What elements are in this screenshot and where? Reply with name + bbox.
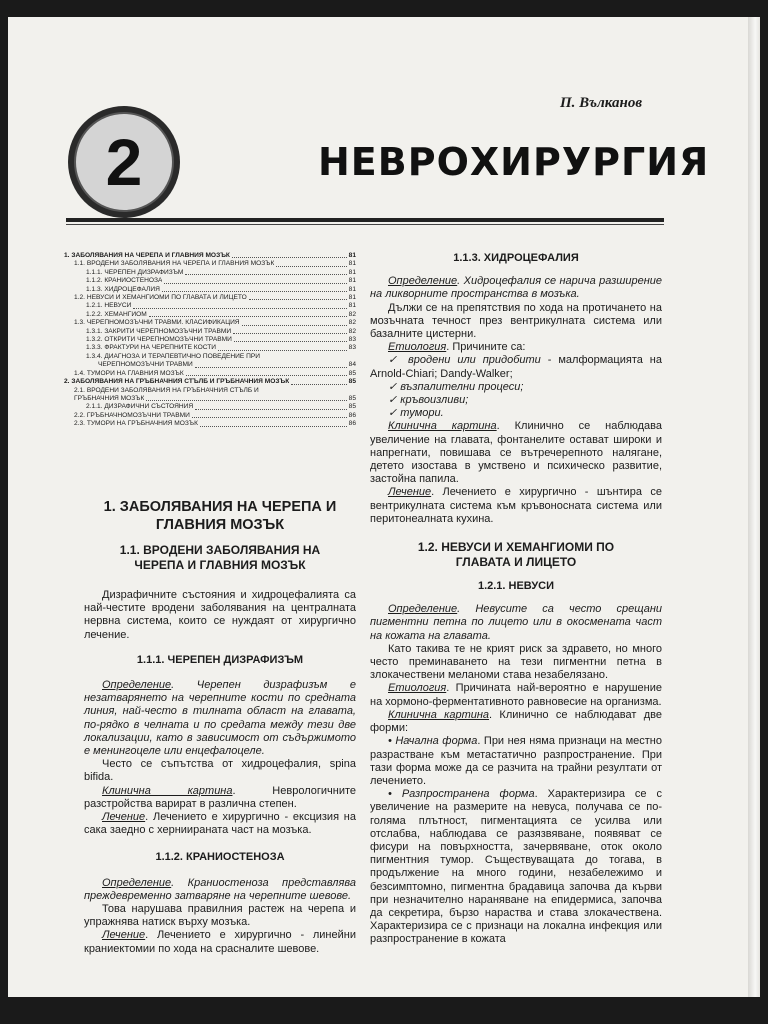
form-label: • Начална форма bbox=[388, 735, 478, 748]
toc-leader-dots bbox=[133, 302, 346, 308]
toc-leader-dots bbox=[233, 328, 347, 334]
toc-entry-title: 1.3.3. ФРАКТУРИ НА ЧЕРЕПНИТЕ КОСТИ bbox=[86, 344, 217, 352]
toc-leader-dots bbox=[195, 403, 346, 409]
paragraph-treat-2 bbox=[84, 929, 356, 955]
section-heading-1-1: 1.1. ВРОДЕНИ ЗАБОЛЯВАНИЯ НА ЧЕРЕПА И ГЛАВНИЯ МОЗЪК bbox=[119, 543, 321, 572]
toc-entry-title: 1.1.3. ХИДРОЦЕФАЛИЯ bbox=[86, 285, 160, 293]
etio-label: Етиология bbox=[388, 341, 447, 354]
list-item: ✓ възпалителни процеси; bbox=[388, 380, 524, 393]
toc-entry-title: 2. ЗАБОЛЯВАНИЯ НА ГРЪБНАЧНИЯ СТЪЛБ И ГРЪБНАЧНИЯ МОЗЪК bbox=[64, 378, 290, 386]
paragraph-clin-4 bbox=[370, 709, 662, 735]
treat-label: Лечение bbox=[388, 486, 432, 499]
treat-text: . Лечението е хирургично - шънтира се вентрикулната система към кръвоносната система или перитонеалната кухина. bbox=[370, 486, 662, 525]
toc-entry-title: 2.1.1. ДИЗРАФИЧНИ СЪСТОЯНИЯ bbox=[86, 403, 194, 411]
toc-leader-dots bbox=[164, 277, 346, 283]
toc-entry-title: 1.1.1. ЧЕРЕПЕН ДИЗРАФИЗЪМ bbox=[86, 268, 184, 276]
toc-entry bbox=[64, 387, 356, 395]
toc-entry-title: ГРЪБНАЧНИЯ МОЗЪК bbox=[74, 394, 145, 402]
toc-entry-page: 81 bbox=[348, 285, 356, 293]
clin-text: . Неврологичните разстройства варират в различна степен. bbox=[84, 784, 356, 810]
toc-leader-dots bbox=[249, 294, 347, 300]
form-text: . Характеризира се с увеличение на размерите на невуса, получава се по-голяма плътност, пигментацията се усилва или отслабва, наблюдава се разязвяване, появяват се фисури на повърхността, зачервяване, оток около пигментния тумор. Съществуващата до тогава, в продължение на много години, незабележимо и безсимптомно, пигментна брадавица започва да кърви при незначително нараняване на епидермиса, започва да секретира, бързо нараства и става злокачествена. Характеризира се с признаци на локална инфекция или разпространение в кожата bbox=[370, 788, 662, 946]
toc-entry bbox=[64, 328, 356, 336]
def-text: . Черепен дизрафизъм е незатварянето на черепните кости по средната линия, най-често в тилната област на главата, по-рядко в челната и по средата между тези две локализации, като в зависимост от съдържимото е менингоцеле или енцефалоцеле. bbox=[84, 679, 356, 758]
section-heading-1-1-1: 1.1.1. ЧЕРЕПЕН ДИЗРАФИЗЪМ bbox=[136, 653, 304, 666]
toc-entry-title: 1.3.2. ОТКРИТИ ЧЕРЕПНОМОЗЪЧНИ ТРАВМИ bbox=[86, 336, 232, 344]
list-item-label: ✓ вродени или придобити bbox=[388, 354, 541, 367]
toc-entry-page: 81 bbox=[348, 277, 356, 285]
toc-entry bbox=[64, 403, 356, 411]
toc-leader-dots bbox=[186, 370, 347, 376]
def-label: Определение bbox=[388, 603, 458, 616]
toc-entry-page: 81 bbox=[348, 268, 356, 276]
clin-label: Клинична картина bbox=[102, 784, 233, 797]
paragraph-etio-2 bbox=[370, 682, 662, 708]
paragraph-def-2 bbox=[84, 877, 356, 903]
toc-entry bbox=[64, 252, 356, 260]
author-name: П. Вълканов bbox=[560, 95, 643, 111]
section-heading-1: 1. ЗАБОЛЯВАНИЯ НА ЧЕРЕПА И ГЛАВНИЯ МОЗЪК bbox=[103, 499, 337, 533]
toc-entry bbox=[64, 412, 356, 420]
toc-entry-title: 1.1. ВРОДЕНИ ЗАБОЛЯВАНИЯ НА ЧЕРЕПА И ГЛАВНИЯ МОЗЪК bbox=[74, 260, 275, 268]
def-text: . Краниостеноза представлява преждевременно затваряне на черепните шевове. bbox=[84, 876, 356, 902]
form-label: • Разпространена форма bbox=[388, 788, 535, 801]
toc-entry-title: 1.2.2. ХЕМАНГИОМ bbox=[86, 310, 147, 318]
def-text: . Невусите са често срещани пигментни петна по лицето или в окосмената част на кожата на главата. bbox=[370, 603, 662, 642]
toc-entry bbox=[64, 420, 356, 428]
toc-entry-page: 81 bbox=[348, 260, 356, 268]
toc-entry bbox=[64, 395, 356, 403]
paragraph-etio-1 bbox=[370, 341, 662, 354]
toc-leader-dots bbox=[162, 286, 347, 292]
paragraph-clin-3 bbox=[370, 420, 662, 486]
table-of-contents bbox=[64, 252, 356, 429]
toc-entry-title: 2.2. ГРЪБНАЧНОМОЗЪЧНИ ТРАВМИ bbox=[74, 411, 190, 419]
toc-entry-title: 1.3. ЧЕРЕПНОМОЗЪЧНИ ТРАВМИ. КЛАСИФИКАЦИЯ bbox=[74, 319, 240, 327]
toc-entry-page: 83 bbox=[348, 344, 356, 352]
toc-entry-page: 86 bbox=[348, 420, 356, 428]
list-item: ✓ кръвоизливи; bbox=[388, 394, 469, 407]
title-divider bbox=[66, 218, 664, 222]
paragraph-growth: Това нарушава правилния растеж на черепа и упражнява натиск върху мозъка. bbox=[84, 903, 356, 929]
toc-entry bbox=[64, 378, 356, 386]
toc-entry-page: 86 bbox=[348, 411, 356, 419]
page-edge bbox=[748, 17, 760, 997]
toc-entry-title: 1.2. НЕВУСИ И ХЕМАНГИОМИ ПО ГЛАВАТА И ЛИЦЕТО bbox=[74, 294, 247, 302]
paragraph-def-1 bbox=[84, 679, 356, 758]
toc-entry-title: 1.3.4. ДИАГНОЗА И ТЕРАПЕВТИЧНО ПОВЕДЕНИЕ ПРИ bbox=[86, 352, 260, 360]
toc-entry-page: 85 bbox=[348, 378, 356, 386]
toc-leader-dots bbox=[146, 395, 346, 401]
toc-entry-page: 81 bbox=[348, 302, 356, 310]
left-column bbox=[84, 498, 356, 956]
toc-leader-dots bbox=[200, 420, 347, 426]
toc-entry bbox=[64, 269, 356, 277]
toc-leader-dots bbox=[232, 252, 347, 258]
toc-entry-page: 84 bbox=[348, 361, 356, 369]
toc-entry bbox=[64, 361, 356, 369]
toc-entry-page: 82 bbox=[348, 319, 356, 327]
toc-entry-title: 2.3. ТУМОРИ НА ГРЪБНАЧНИЯ МОЗЪК bbox=[74, 420, 198, 428]
section-heading-1-1-3: 1.1.3. ХИДРОЦЕФАЛИЯ bbox=[453, 252, 579, 264]
toc-entry-page: 83 bbox=[348, 336, 356, 344]
paragraph-assoc: Често се съпътства от хидроцефалия, spina bifida. bbox=[84, 758, 356, 784]
clin-text: . Клинично се наблюдава увеличение на главата, фонтанелите остават широки и напрегнати, повишава се вътречерепното налягане, детето изостава в умствено и психическо развитие, застойна папила. bbox=[370, 420, 662, 486]
toc-entry-page: 82 bbox=[348, 327, 356, 335]
toc-entry-page: 85 bbox=[348, 369, 356, 377]
clin-text: . Клинично се наблюдават две форми: bbox=[370, 708, 662, 735]
right-column bbox=[370, 252, 662, 947]
treat-text: . Лечението е хирургично - линейни краниектомии по хода на срасналите шевове. bbox=[84, 929, 356, 955]
toc-entry bbox=[64, 302, 356, 310]
toc-entry bbox=[64, 286, 356, 294]
toc-leader-dots bbox=[291, 378, 346, 384]
toc-entry bbox=[64, 294, 356, 302]
toc-entry-page: 81 bbox=[348, 252, 356, 259]
toc-entry-title: 1.1.2. КРАНИОСТЕНОЗА bbox=[86, 277, 163, 285]
etio-text: . Причината най-вероятно е нарушение на хормоно-ферментативното равновесие на организма. bbox=[370, 682, 662, 708]
chapter-number-badge bbox=[68, 106, 180, 218]
treat-text: . Лечението е хирургично - ексцизия на сака заедно с херниираната част на мозъка. bbox=[84, 811, 356, 837]
chapter-title: НЕВРОХИРУРГИЯ bbox=[318, 140, 710, 184]
clin-label: Клинична картина bbox=[388, 708, 490, 721]
chapter-number: 2 bbox=[74, 112, 174, 212]
paragraph-clin-1 bbox=[84, 785, 356, 811]
title-divider-thin bbox=[66, 224, 664, 225]
list-item: ✓ тумори. bbox=[388, 407, 444, 420]
toc-entry-page: 85 bbox=[348, 394, 356, 402]
toc-leader-dots bbox=[195, 361, 347, 367]
toc-leader-dots bbox=[242, 319, 347, 325]
toc-entry bbox=[64, 260, 356, 268]
def-label: Определение bbox=[388, 275, 458, 288]
toc-entry-title: 1. ЗАБОЛЯВАНИЯ НА ЧЕРЕПА И ГЛАВНИЯ МОЗЪК bbox=[64, 252, 230, 259]
toc-entry bbox=[64, 370, 356, 378]
paragraph-treat-3 bbox=[370, 486, 662, 526]
clin-label: Клинична картина bbox=[388, 420, 497, 433]
toc-leader-dots bbox=[192, 412, 347, 418]
toc-entry bbox=[64, 344, 356, 352]
toc-entry-title: ЧЕРЕПНОМОЗЪЧНИ ТРАВМИ bbox=[98, 361, 193, 369]
def-label: Определение bbox=[102, 876, 172, 889]
def-text: . Хидроцефалия се нарича разширение на ликворните пространства в мозъка. bbox=[370, 275, 662, 301]
paragraph-form-1 bbox=[370, 735, 662, 788]
toc-leader-dots bbox=[276, 260, 346, 266]
toc-entry bbox=[64, 319, 356, 327]
toc-entry-page: 82 bbox=[348, 310, 356, 318]
list-item-text: - малформацията на Arnold-Chiari; Dandy-Walker; bbox=[370, 354, 662, 380]
paragraph-risk: Като такива те не крият риск за здравето, но много често преминаването на тези пигментни петна в злокачествени меланоми става незабелязано. bbox=[370, 642, 662, 682]
paragraph-cause: Дължи се на препятствия по хода на протичането на мозъчната течност през вентрикулната система или базалните цистерни. bbox=[370, 301, 662, 341]
toc-entry-page: 81 bbox=[348, 294, 356, 302]
treat-label: Лечение bbox=[102, 811, 146, 824]
toc-leader-dots bbox=[218, 344, 347, 350]
section-heading-1-2: 1.2. НЕВУСИ И ХЕМАНГИОМИ ПО ГЛАВАТА И ЛИЦЕТО bbox=[417, 540, 615, 570]
toc-entry-title: 1.2.1. НЕВУСИ bbox=[86, 302, 132, 310]
list-item bbox=[370, 354, 662, 380]
toc-entry-title: 1.4. ТУМОРИ НА ГЛАВНИЯ МОЗЪК bbox=[74, 369, 184, 377]
etio-label: Етиология bbox=[388, 682, 447, 695]
section-heading-1-1-2: 1.1.2. КРАНИОСТЕНОЗА bbox=[155, 851, 285, 864]
toc-leader-dots bbox=[149, 311, 347, 317]
paragraph-def-4 bbox=[370, 603, 662, 643]
treat-label: Лечение bbox=[102, 929, 146, 942]
toc-leader-dots bbox=[185, 269, 346, 275]
paragraph-def-3 bbox=[370, 275, 662, 301]
paragraph-treat-1 bbox=[84, 811, 356, 837]
toc-entry bbox=[64, 311, 356, 319]
toc-entry-page: 85 bbox=[348, 403, 356, 411]
def-label: Определение bbox=[102, 679, 172, 692]
paragraph-intro: Дизрафичните състояния и хидроцефалията са най-честите вродени заболявания на централната нервна система, които се нуждаят от хирургично лечение. bbox=[84, 589, 356, 641]
section-heading-1-2-1: 1.2.1. НЕВУСИ bbox=[477, 580, 555, 593]
etio-text: . Причините са: bbox=[446, 341, 526, 354]
toc-entry bbox=[64, 336, 356, 344]
toc-leader-dots bbox=[234, 336, 347, 342]
paragraph-form-2 bbox=[370, 788, 662, 946]
toc-entry-title: 1.3.1. ЗАКРИТИ ЧЕРЕПНОМОЗЪЧНИ ТРАВМИ bbox=[86, 327, 232, 335]
form-text: . При нея няма признаци на местно разрастване към метастатично разпространение. При тази форма може да се разчита на трайни резултати от лечението. bbox=[370, 735, 662, 787]
toc-entry bbox=[64, 277, 356, 285]
toc-entry bbox=[64, 353, 356, 361]
toc-entry-title: 2.1. ВРОДЕНИ ЗАБОЛЯВАНИЯ НА ГРЪБНАЧНИЯ СТЪЛБ И bbox=[74, 386, 259, 394]
